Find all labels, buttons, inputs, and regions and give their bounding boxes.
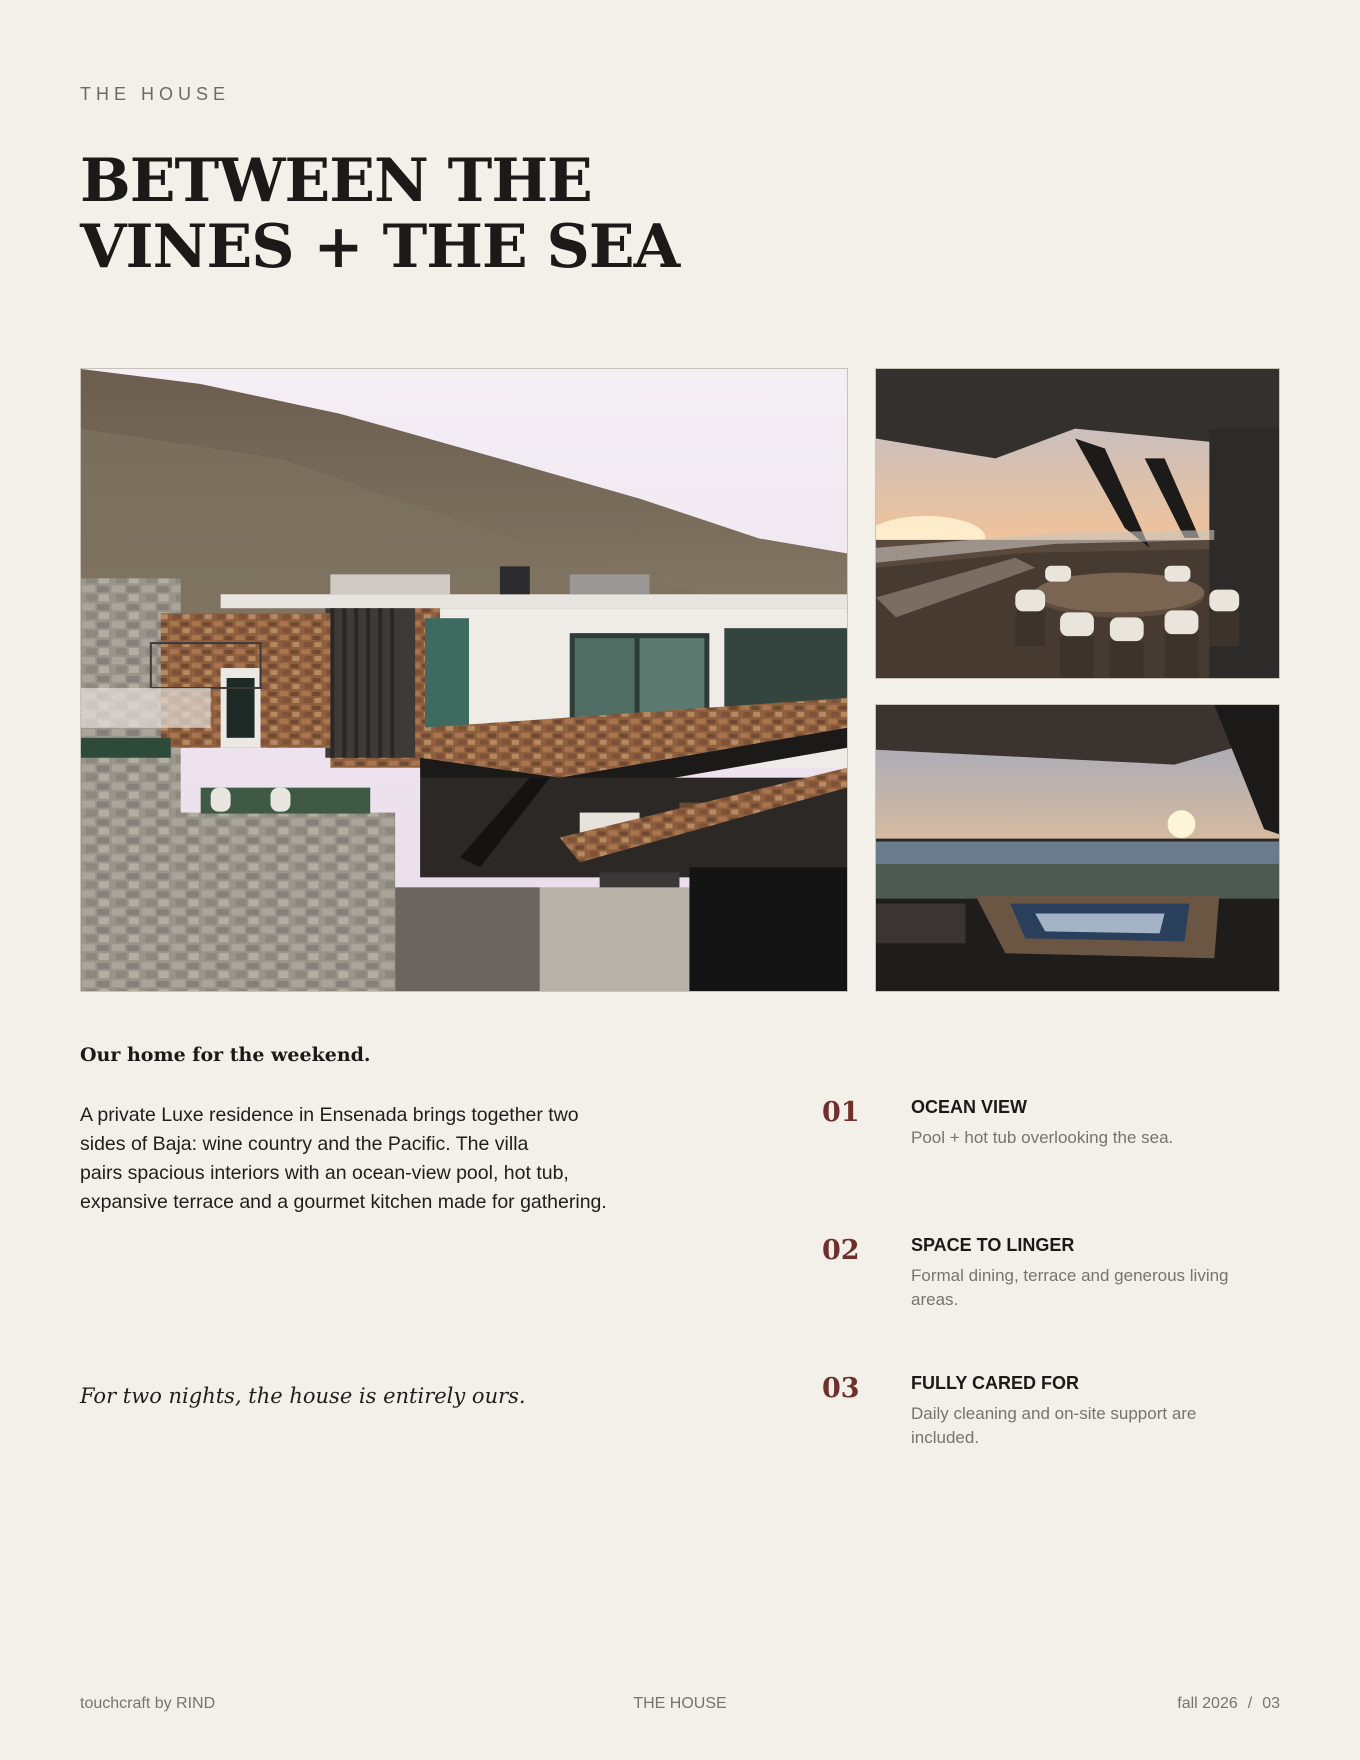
hot-tub-photo	[875, 704, 1280, 992]
footer-page-info	[1177, 1695, 1280, 1713]
feature-description: Daily cleaning and on-site support are included.	[911, 1404, 1197, 1447]
footer-season: fall 2026	[1177, 1695, 1238, 1712]
feature-number: 02	[822, 1235, 860, 1266]
footer-publisher: touchcraft by RIND	[80, 1695, 216, 1712]
footer-section: THE HOUSE	[633, 1695, 727, 1712]
page-number: 03	[1262, 1695, 1280, 1712]
feature-title: FULLY CARED FOR	[911, 1373, 1080, 1393]
tagline: For two nights, the house is entirely ours.	[80, 1384, 526, 1408]
intro-heading: Our home for the weekend.	[80, 1044, 371, 1066]
feature-description: Pool + hot tub overlooking the sea.	[911, 1128, 1174, 1147]
feature-number: 01	[822, 1097, 860, 1128]
feature-description: Formal dining, terrace and generous living areas.	[911, 1266, 1229, 1309]
page-title-line-2: VINES + THE SEA	[80, 212, 680, 282]
intro-line: pairs spacious interiors with an ocean-view pool, hot tub,	[80, 1162, 569, 1184]
feature-title: OCEAN VIEW	[911, 1097, 1028, 1117]
footer-separator: /	[1247, 1695, 1253, 1712]
intro-line: A private Luxe residence in Ensenada brings together two	[80, 1104, 579, 1126]
intro-paragraph	[80, 1101, 660, 1217]
page-title	[80, 148, 679, 280]
intro-line: expansive terrace and a gourmet kitchen made for gathering.	[80, 1191, 607, 1213]
page-title-line-1: BETWEEN THE	[80, 146, 592, 216]
section-eyebrow: THE HOUSE	[80, 84, 231, 104]
dining-terrace-photo	[875, 368, 1280, 679]
villa-exterior-photo	[80, 368, 848, 992]
feature-number: 03	[822, 1373, 860, 1404]
feature-title: SPACE TO LINGER	[911, 1235, 1075, 1255]
intro-line: sides of Baja: wine country and the Pacific. The villa	[80, 1133, 529, 1155]
